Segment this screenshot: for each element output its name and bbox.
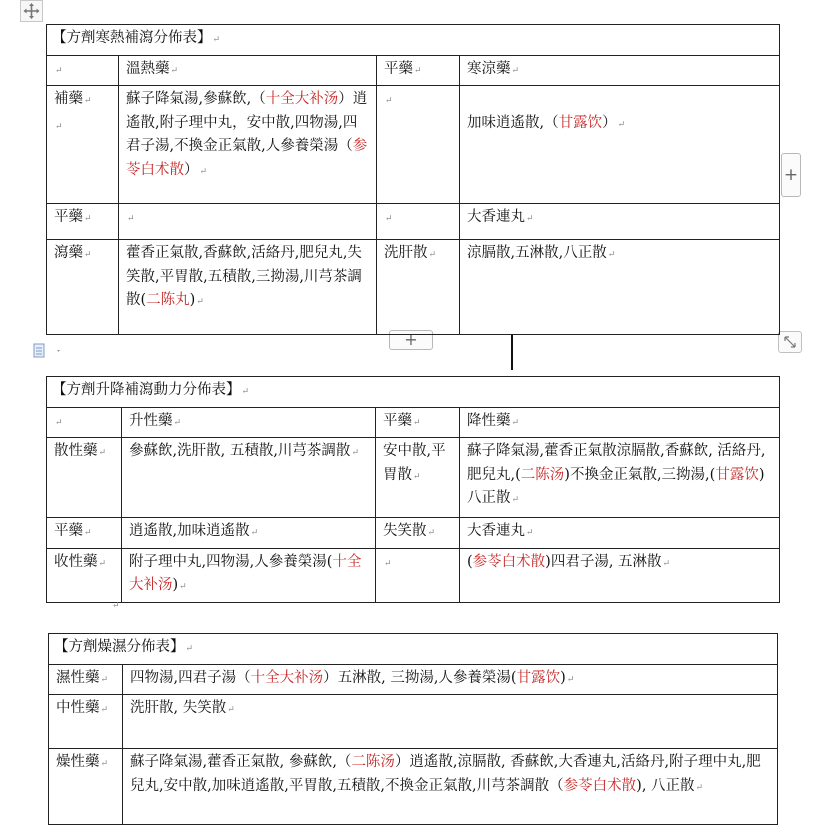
highlighted-formula-text: 十全大补汤 — [265, 91, 339, 107]
row-label: 中性藥↵ — [49, 695, 123, 749]
formula-text: )四君子湯, 五淋散 — [545, 553, 662, 570]
row-label: 燥性藥↵ — [49, 749, 123, 825]
table-cell: ↵ — [376, 548, 460, 602]
table-cold-hot-tonify-drain — [46, 24, 780, 335]
table-cell: 大香連丸↵ — [460, 204, 780, 240]
formula-text: ( — [467, 553, 473, 570]
header-cell: 平藥↵ — [377, 55, 460, 86]
highlighted-formula-text: 二陈汤 — [520, 466, 565, 483]
formula-text: ) — [560, 669, 566, 686]
row-label: 收性藥↵ — [47, 548, 122, 602]
table-cell: 大香連丸↵ — [460, 518, 780, 549]
paste-options-button[interactable] — [33, 343, 63, 359]
formula-text: 參蘇飲,洗肝散, 五積散,川芎茶調散 — [129, 443, 351, 459]
formula-text: 大香連丸 — [467, 523, 525, 539]
text-cursor — [511, 334, 513, 370]
row-label: 平藥↵ — [47, 204, 119, 240]
table-dry-damp — [48, 633, 778, 825]
table-title: 【方劑寒熱補瀉分佈表】↵ — [47, 25, 780, 56]
table-cell: 失笑散↵ — [376, 518, 460, 549]
formula-text: 洗肝散 — [384, 245, 428, 261]
row-label: 散性藥↵ — [47, 438, 122, 518]
table-cell: 洗肝散, 失笑散↵ — [123, 695, 778, 749]
table-cell: 藿香正氣散,香蘇飲,活絡丹,肥兒丸,失笑散,平胃散,五積散,三拗湯,川芎茶調散(二陈丸)↵ — [119, 240, 377, 335]
row-label: 瀉藥↵ — [47, 240, 119, 335]
table-cell: 四物湯,四君子湯（十全大补汤）五淋散, 三拗湯,人參養榮湯(甘露饮)↵ — [123, 664, 778, 695]
highlighted-formula-text: 甘露饮 — [715, 466, 759, 483]
header-cell-blank: ↵ — [47, 55, 119, 86]
formula-text: ） — [602, 114, 617, 131]
formula-text: 洗肝散, 失笑散 — [130, 700, 227, 716]
formula-text: 大香連丸 — [467, 209, 525, 225]
plus-icon: + — [783, 165, 799, 185]
table-cell: (参苓白术散)四君子湯, 五淋散↵ — [460, 548, 780, 602]
highlighted-formula-text: 参苓白术散 — [472, 553, 546, 570]
table-cell: 加味逍遙散,（甘露饮）↵ — [460, 86, 780, 204]
formula-text: 蘇子降氣湯,藿香正氣散, 參蘇飲,（ — [130, 754, 352, 770]
move-arrows-icon — [21, 1, 42, 21]
formula-text: 四物湯,四君子湯（ — [130, 669, 251, 686]
formula-text: 逍遙散,加味逍遙散 — [129, 523, 250, 539]
table-cell: 涼膈散,五淋散,八正散↵ — [460, 240, 780, 335]
paragraph-mark: ↵ — [112, 601, 120, 611]
formula-text: ）逍遙散,涼膈散, 香蘇飲,大香連丸,活絡丹,附子理中丸,肥兒丸,安中散,加味逍遙散,平胃散,五積散,不換金正氣散,川芎茶調散（ — [130, 754, 761, 794]
formula-text: 失笑散 — [383, 523, 427, 539]
table-cell: 參蘇飲,洗肝散, 五積散,川芎茶調散↵ — [122, 438, 376, 518]
table-cell: 逍遙散,加味逍遙散↵ — [122, 518, 376, 549]
header-cell-blank: ↵ — [47, 407, 122, 438]
highlighted-formula-text: 甘露饮 — [516, 669, 561, 686]
table-cell: 蘇子降氣湯,藿香正氣散涼膈散,香蘇飲, 活絡丹,肥兒丸,(二陈汤)不換金正氣散,三拗湯,(甘露饮)八正散↵ — [460, 438, 780, 518]
table-title: 【方劑升降補瀉動力分佈表】↵ — [47, 377, 780, 408]
highlighted-formula-text: 参苓白术散 — [126, 138, 368, 178]
formula-text: 加味逍遙散,（ — [467, 114, 559, 131]
row-label: 補藥↵ ↵ — [47, 86, 119, 204]
table-cell: 蘇子降氣湯,藿香正氣散, 參蘇飲,（二陈汤）逍遙散,涼膈散, 香蘇飲,大香連丸,活絡丹,附子理中丸,肥兒丸,安中散,加味逍遙散,平胃散,五積散,不換金正氣散,川芎茶調散（参苓白术散), 八正散↵ — [123, 749, 778, 825]
header-cell: 平藥↵ — [376, 407, 460, 438]
header-cell: 寒涼藥↵ — [460, 55, 780, 86]
formula-text: 蘇子降氣湯,藿香正氣散涼膈散,香蘇飲, 活絡丹,肥兒丸,( — [467, 443, 766, 483]
table-cell: 安中散,平胃散↵ — [376, 438, 460, 518]
header-cell: 升性藥↵ — [122, 407, 376, 438]
add-column-button[interactable] — [781, 153, 801, 197]
formula-text: ）五淋散, 三拗湯,人參養榮湯( — [323, 669, 517, 686]
table-cell: 附子理中丸,四物湯,人參養榮湯(十全大补汤)↵ — [122, 548, 376, 602]
plus-icon: + — [404, 330, 418, 349]
highlighted-formula-text: 二陈汤 — [351, 754, 395, 770]
row-label: 平藥↵ — [47, 518, 122, 549]
formula-text: 附子理中丸,四物湯,人參養榮湯( — [129, 553, 333, 570]
header-cell: 溫熱藥↵ — [119, 55, 377, 86]
table-cell: 洗肝散↵ — [377, 240, 460, 335]
formula-text: )八正散 — [467, 466, 765, 506]
highlighted-formula-text: 十全大补汤 — [250, 669, 324, 686]
formula-text: ） — [184, 161, 199, 178]
formula-text: 蘇子降氣湯,參蘇飲,（ — [126, 91, 266, 107]
formula-text: ）逍遙散,附子理中丸，安中散,四物湯,四君子湯,不換金正氣散,人參養榮湯（ — [126, 91, 368, 154]
table-cell: ↵ — [119, 204, 377, 240]
table-resize-handle[interactable] — [778, 331, 802, 353]
table-cell: ↵ — [377, 86, 460, 204]
table-cell: 蘇子降氣湯,參蘇飲,（十全大补汤）逍遙散,附子理中丸，安中散,四物湯,四君子湯,不換金正氣散,人參養榮湯（参苓白术散）↵ — [119, 86, 377, 204]
formula-text: )不換金正氣散,三拗湯,( — [564, 466, 716, 483]
formula-text: ), 八正散 — [636, 777, 695, 794]
highlighted-formula-text: 二陈丸 — [146, 292, 190, 308]
table-cell: ↵ — [377, 204, 460, 240]
formula-text: 安中散,平胃散 — [383, 443, 446, 483]
highlighted-formula-text: 参苓白术散 — [563, 777, 637, 794]
table-up-down-tonify-drain — [46, 376, 780, 603]
highlighted-formula-text: 甘露饮 — [558, 114, 603, 131]
formula-text: 涼膈散,五淋散,八正散 — [467, 245, 607, 261]
formula-text: 藿香正氣散,香蘇飲,活絡丹,肥兒丸,失笑散,平胃散,五積散,三拗湯,川芎茶調散( — [126, 245, 362, 308]
resize-diagonal-icon — [779, 332, 801, 352]
row-label: 濕性藥↵ — [49, 664, 123, 695]
paste-options-icon — [33, 343, 63, 359]
formula-text: ) — [189, 292, 196, 308]
table-move-handle[interactable] — [20, 0, 43, 22]
header-cell: 降性藥↵ — [460, 407, 780, 438]
table-title: 【方劑燥濕分佈表】↵ — [49, 634, 778, 665]
formula-text: ) — [172, 577, 179, 593]
highlighted-formula-text: 十全大补汤 — [129, 553, 362, 593]
